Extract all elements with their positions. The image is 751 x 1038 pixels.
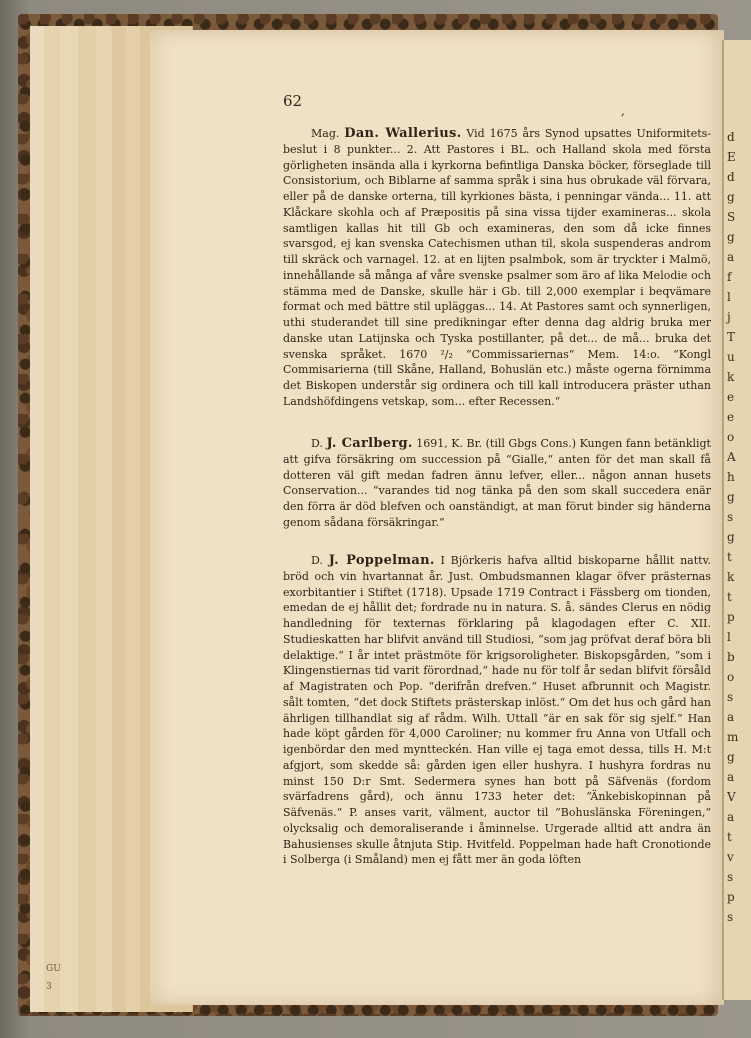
entry-prefix: D. <box>311 554 323 567</box>
facing-page-fragment: A <box>727 450 736 464</box>
facing-page-fragment: b <box>727 650 735 664</box>
corner-mark: , <box>621 104 625 118</box>
facing-page-fragment: s <box>727 870 734 884</box>
facing-page-fragment: d <box>727 170 735 184</box>
facing-page-fragment: e <box>727 390 735 404</box>
facing-page-fragment: s <box>727 910 734 924</box>
facing-page-fragment: g <box>727 530 735 544</box>
entry-text: 1691, K. Br. (till Gbgs Cons.) Kungen fann betänkligt att gifva försäkring om succession på “Gialle,“ anten för det man skall få dotteren väl gift medan fadren ännu lefver, eller... någon annan husets Conservation... “varandes tid nog tänka på den som skall succedera enär den förra är död blefven och oanständigt, at man förut binder sig händerna genom sådana försäkringar.“ <box>283 437 711 529</box>
spine-label: 3 <box>46 982 52 992</box>
facing-page-fragment: u <box>727 350 735 364</box>
entry-carlberg <box>283 436 711 531</box>
facing-page-fragment: a <box>727 770 735 784</box>
facing-page-fragment: j <box>727 310 731 324</box>
facing-page-fragment: g <box>727 750 735 764</box>
facing-page-fragment: l <box>727 290 731 304</box>
facing-page-fragment: s <box>727 690 734 704</box>
facing-page-fragment: a <box>727 710 735 724</box>
facing-page-fragment: a <box>727 250 735 264</box>
facing-page-fragment: o <box>727 670 735 684</box>
facing-page-fragment: d <box>727 130 735 144</box>
entry-text: Vid 1675 års Synod upsattes Uniformitets-beslut i 8 punkter... 2. Att Pastores i BL. och Halland skola med första görligheten insända alla i kyrkorna befintliga Danska böcker, förseglade till Consistorium, och Biblarne af samma språk i sina hus obrukade väl förvara, eller på de danske orterna, till kyrkiones bästa, i penningar vända... 11. att Klåckare skohla och af Præpositis på sina vissa tijder examineras... skola samtligen kallas hit till Gb och examineras, den som då icke finnes svarsgod, ej kan svenska Catechismen uthan til, skola suspenderas androm till skräck och varnagel. 12. at en lijten psalmbok, som är tryckter i Malmö, innehållande så många af våre svenske psalmer som äro af lika Melodie och stämma med de Danske, skulle här i Gb. till 2,000 exemplar i beqvämare format och med bättre stil upläggas... 14. At Pastores samt och synnerligen, uthi studerandet till sine predikningar efter denna dag aldrig bruka mer danske utan Latijnska och Tyska postillanter, på det... de må... bruka det svenska språket. 1670 ²/₂ “Commissariernas“ Mem. 14:o. “Kongl Commisarierna (till Skåne, Halland, Bohuslän etc.) måste ogerna förnimma det Biskopen understår sig ordinera och till kall introducera präster uthan Landshöfdingens vetskap, som... efter Recessen.“ <box>283 127 711 408</box>
facing-page-fragment: k <box>727 370 735 384</box>
facing-page-fragment: t <box>727 550 732 564</box>
facing-page-fragment: t <box>727 830 732 844</box>
facing-page-fragment: T <box>727 330 736 344</box>
facing-page-fragment: g <box>727 190 735 204</box>
facing-page-fragment: l <box>727 630 731 644</box>
facing-page-fragment: o <box>727 430 735 444</box>
facing-page-fragment: v <box>727 850 734 864</box>
facing-page-fragment: g <box>727 230 735 244</box>
page-number: 62 <box>283 92 303 110</box>
facing-page-fragment: k <box>727 570 735 584</box>
facing-page-fragment: e <box>727 410 735 424</box>
facing-page-fragment: E <box>727 150 736 164</box>
entry-text: I Björkeris hafva alltid biskoparne hållit nattv. bröd och vin hvartannat år. Just. Ombudsmannen klagar öfver prästernas exorbitantier i Stiftet (1718). Upsade 1719 Contract i Fässberg om tionden, emedan de ej hållit det; fordrade nu in natura. S. å. sändes Clerus en nödig handledning för texternas förklaring på klagodagen efter C. XII. Studieskatten har blifvit använd till Studiosi, “som jag pröfvat deraf böra bli delaktige.“ I år intet prästmöte för krigsoroligheter. Biskopsgården, “som i Klingenstiernas tid varit förordnad,“ hade nu för tolf år sedan blifvit försåld af Magistraten och Pop. “derifrån drefven.“ Huset afbrunnit och Magistr. sålt tomten, “det dock Stiftets prästerskap inlöst.“ Om det hus och gård han ährligen tillhandlat sig af rådm. Wilh. Uttall “är en sak för sig sjelf.“ Han hade köpt gården för 4,000 Caroliner; nu kommer fru Anna von Utfall och igenbördar den med myntteckén. Han ville ej taga emot dessa, tills H. M:t afgjort, som skedde så: gården igen eller hushyra. I hushyra fordras nu minst 150 D:r Smt. Sedermera synes han bott på Säfvenäs (fordom svärfadrens gård), och ännu 1733 heter det: “Änkebiskopinnan på Säfvenäs.“ P. anses varit, välment, auctor til “Bohuslänska Föreningen,“ olycksalig och demoraliserande i åminnelse. Urgerade alltid att andra än Bahusienses skulle åtnjuta Stip. Hvitfeld. Poppelman hade haft Cronotionde i Solberga (i Småland) men ej fått mer än goda löften <box>283 554 711 867</box>
entry-prefix: Mag. <box>311 127 340 140</box>
facing-page-fragment: g <box>727 490 735 504</box>
facing-page-fragment: p <box>727 890 735 904</box>
entry-prefix: D. <box>311 437 323 450</box>
facing-page-fragment: V <box>727 790 736 804</box>
entry-poppelman <box>283 553 711 868</box>
facing-page-fragment: m <box>727 730 739 744</box>
spine-label: GU <box>46 964 61 974</box>
facing-page-edge <box>722 40 751 1000</box>
facing-page-fragment: S <box>727 210 736 224</box>
facing-page-fragment: s <box>727 510 734 524</box>
entry-wallerius <box>283 126 711 410</box>
facing-page-fragment: a <box>727 810 735 824</box>
entry-name: J. Carlberg. <box>326 436 413 451</box>
entry-name: J. Poppelman. <box>328 553 435 568</box>
facing-page-fragment: p <box>727 610 735 624</box>
entry-name: Dan. Wallerius. <box>344 126 462 141</box>
facing-page-fragment: t <box>727 590 732 604</box>
facing-page-fragment: f <box>727 270 732 284</box>
facing-page-fragment: h <box>727 470 735 484</box>
